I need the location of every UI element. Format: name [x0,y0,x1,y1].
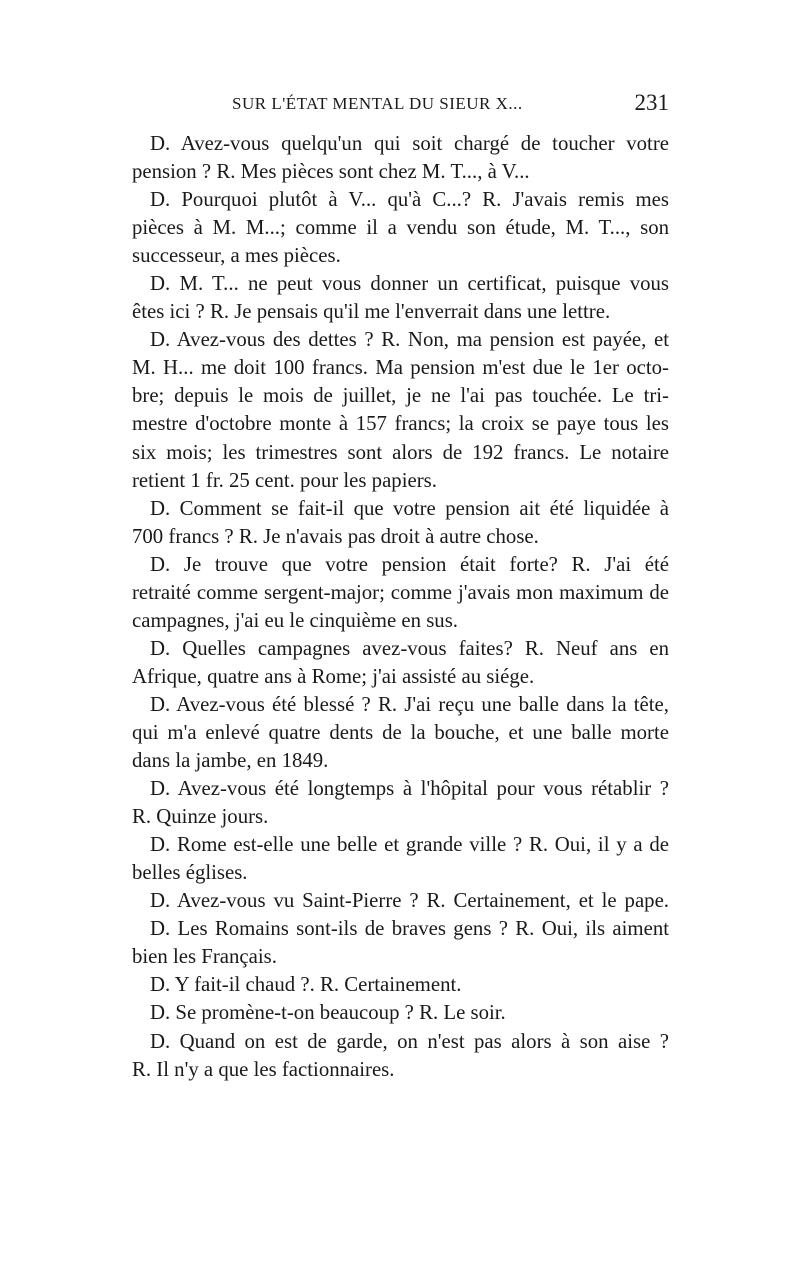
text-line: D. M. T... ne peut vous donner un certificat, puisque vous [150,272,669,296]
text-line: D. Avez-vous vu Saint-Pierre ? R. Certainement, et le pape. [150,889,669,913]
page-header [132,88,669,124]
text-line: R. Il n'y a que les factionnaires. [132,1057,395,1081]
text-line: D. Avez-vous quelqu'un qui soit chargé de toucher votre [150,132,669,155]
text-line: 700 francs ? R. Je n'avais pas droit à autre chose. [132,524,539,548]
text-line: six mois; les trimestres sont alors de 192 francs. Le notaire [132,440,669,464]
text-line: retient 1 fr. 25 cent. pour les papiers. [132,468,437,492]
text-line: Afrique, quatre ans à Rome; j'ai assisté au siége. [132,664,535,688]
text-line: pièces à M. M...; comme il a vendu son étude, M. T..., son [132,216,669,240]
text-line: M. H... me doit 100 francs. Ma pension m'est due le 1er octo- [132,356,669,380]
text-line: dans la jambe, en 1849. [132,749,329,773]
text-line: D. Les Romains sont-ils de braves gens ? R. Oui, ils aiment [150,917,669,941]
text-line: campagnes, j'ai eu le cinquième en sus. [132,608,458,632]
text-line: D. Avez-vous des dettes ? R. Non, ma pension est payée, et [150,328,669,352]
text-line: D. Quelles campagnes avez-vous faites? R. Neuf ans en [150,636,669,660]
text-line: D. Quand on est de garde, on n'est pas alors à son aise ? [150,1029,669,1053]
text-line: mestre d'octobre monte à 157 francs; la croix se paye tous les [132,412,669,436]
text-line: D. Se promène-t-on beaucoup ? R. Le soir. [150,1001,506,1025]
text-line: êtes ici ? R. Je pensais qu'il me l'enverrait dans une lettre. [132,300,611,324]
text-line: D. Avez-vous été longtemps à l'hôpital pour vous rétablir ? [150,777,669,801]
text-line: D. Je trouve que votre pension était forte? R. J'ai été [150,552,669,576]
text-line: qui m'a enlevé quatre dents de la bouche, et une balle morte [132,720,669,744]
text-line: successeur, a mes pièces. [132,244,341,268]
text-line: D. Y fait-il chaud ?. R. Certainement. [150,973,462,997]
text-line: R. Quinze jours. [132,805,269,829]
text-line: D. Rome est-elle une belle et grande ville ? R. Oui, il y a de [150,833,669,857]
text-line: belles églises. [132,861,248,885]
text-line: bre; depuis le mois de juillet, je ne l'ai pas touchée. Le tri- [132,384,669,408]
text-line: D. Comment se fait-il que votre pension ait été liquidée à [150,496,669,520]
text-line: bien les Français. [132,945,277,969]
text-line: pension ? R. Mes pièces sont chez M. T..., à V... [132,160,530,184]
page-number: 231 [634,90,669,115]
text-line: D. Avez-vous été blessé ? R. J'ai reçu une balle dans la tête, [150,692,669,716]
body-text [132,130,669,1084]
text-line: D. Pourquoi plutôt à V... qu'à C...? R. J'avais remis mes [150,188,669,212]
text-line: retraité comme sergent-major; comme j'avais mon maximum de [132,580,669,604]
running-title: SUR L'ÉTAT MENTAL DU SIEUR X... [232,94,523,113]
